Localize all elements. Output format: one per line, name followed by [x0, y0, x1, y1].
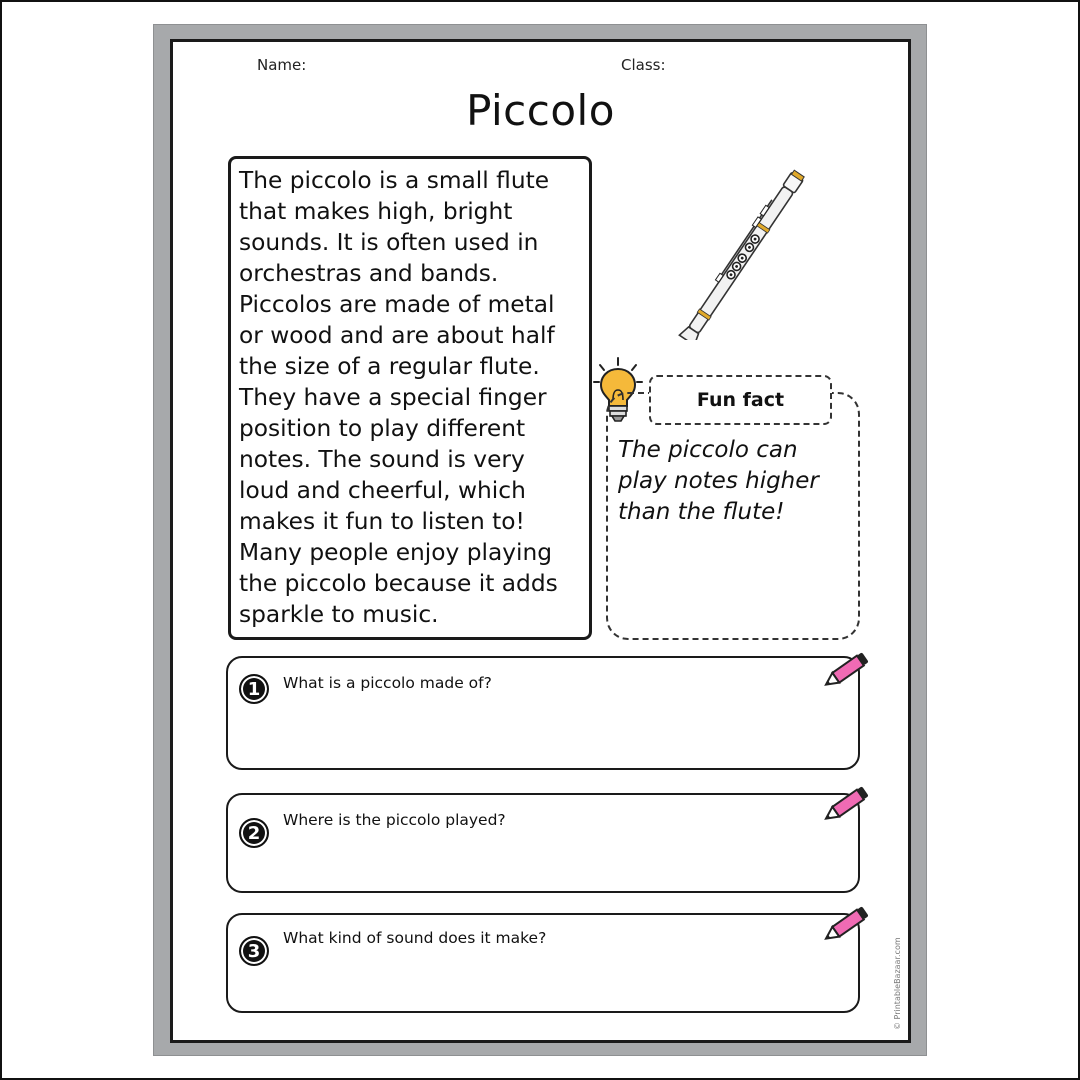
fun-fact-text: The piccolo can play notes higher than the flute! — [618, 437, 819, 525]
name-label: Name: — [257, 56, 307, 74]
piccolo-illustration — [650, 168, 840, 340]
question-3-text: What kind of sound does it make? — [283, 929, 547, 947]
reading-passage-box — [228, 156, 592, 640]
copyright-credit: © PrintableBazaar.com — [893, 937, 902, 1030]
question-1-number: 1 — [239, 674, 269, 704]
question-3-answer-box[interactable] — [226, 913, 860, 1013]
question-1-text: What is a piccolo made of? — [283, 674, 492, 692]
class-label: Class: — [621, 56, 666, 74]
reading-passage: The piccolo is a small flute that makes high, bright sounds. It is often used in orchestras and bands. Piccolos are made of metal or wood and are about half the size of a regular flute. They have a special finger position to play different notes. The sound is very loud and cheerful, which makes it fun to listen to! Many people enjoy playing the piccolo because it adds sparkle to music. — [239, 167, 558, 628]
pencil-icon — [818, 904, 870, 948]
question-3-number: 3 — [239, 936, 269, 966]
pencil-icon — [818, 784, 870, 828]
question-2-text: Where is the piccolo played? — [283, 811, 506, 829]
page-title: Piccolo — [466, 86, 615, 135]
fun-fact-label: Fun fact — [649, 375, 832, 425]
pencil-icon — [818, 650, 870, 694]
question-2-number: 2 — [239, 818, 269, 848]
question-2-answer-box[interactable] — [226, 793, 860, 893]
